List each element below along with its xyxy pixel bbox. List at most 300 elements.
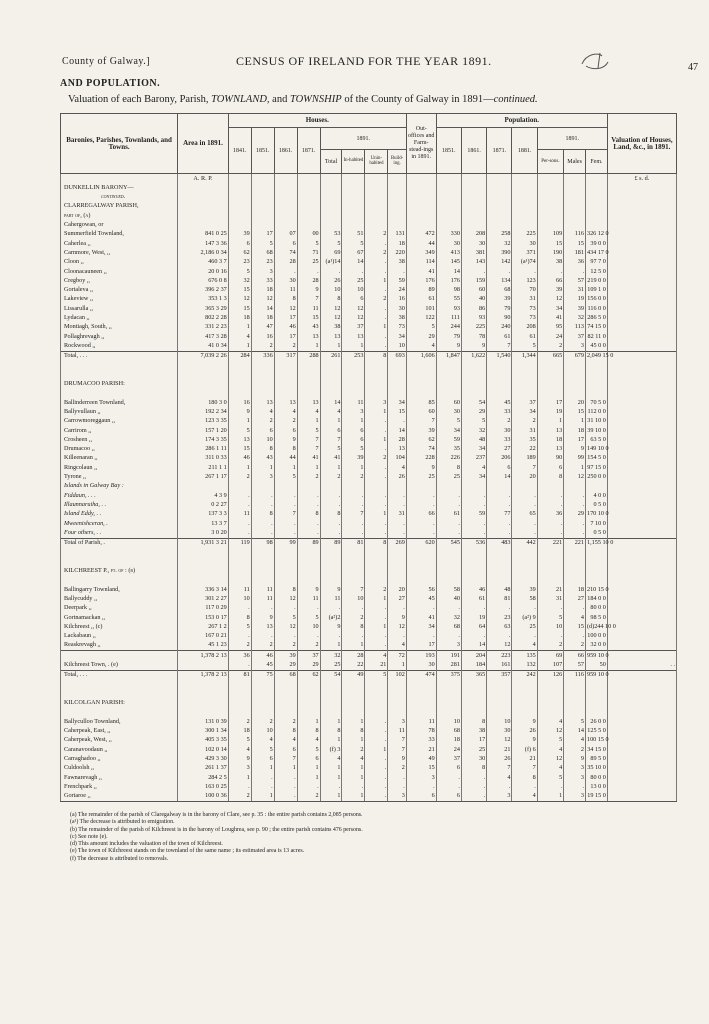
cell: 2 [564,745,586,754]
cell: . [406,500,436,509]
cell: 474 [406,670,436,680]
cell [178,380,229,389]
cell [388,370,406,379]
cell [564,557,586,566]
cell: . [365,754,388,763]
cell [228,482,251,491]
cell [537,689,563,698]
cell [388,708,406,717]
cell: 8 [512,773,537,782]
cell: 210 15 0 [586,585,609,593]
cell [320,202,342,211]
cell: 13 [342,332,365,341]
cell: 429 3 30 [178,754,229,763]
cell: 15 [297,313,320,322]
col-persons: Per-sons. [537,150,563,174]
cell: . [365,773,388,782]
cell [342,380,365,389]
cell: 6 [251,754,274,763]
cell: 12 [537,727,563,736]
cell [320,220,342,229]
cell [297,557,320,566]
cell [406,680,436,689]
cell: 12 [487,641,512,651]
cell [274,193,297,202]
cell: . [388,519,406,528]
cell: 41 [297,454,320,463]
cell: 38 [320,323,342,332]
cell: 3 [365,398,388,407]
cell: 189 [512,454,537,463]
cell: 1,540 [487,351,512,361]
cell: 208 [512,323,537,332]
cell: 267 1 17 [178,473,229,482]
cell [607,267,676,276]
cell [320,174,342,184]
cell [564,380,586,389]
cell [461,482,486,491]
cell [564,482,586,491]
cell [342,482,365,491]
cell [487,708,512,717]
cell: 25 [320,660,342,670]
cell [585,557,607,566]
cell [564,183,586,192]
cell [342,202,365,211]
cell: . [320,604,342,613]
cell: 9 [512,717,537,726]
cell: 07 [274,230,297,239]
cell: . [512,632,537,641]
cell: 4 [537,717,563,726]
cell [607,295,676,304]
table-row [61,426,677,435]
cell: . [537,267,563,276]
cell [607,361,676,370]
cell [461,174,486,184]
cell [365,202,388,211]
cell: (f) 3 [320,745,342,754]
cell: 1 [274,463,297,472]
table-row [61,398,677,407]
cell: 5 [537,613,563,622]
cell: . [228,660,251,670]
cell: 59 [436,435,461,444]
cell: 1 [274,764,297,773]
cell: 5 [564,717,586,726]
cell [487,370,512,379]
cell: 157 1 20 [178,426,229,435]
cell [436,361,461,370]
cell: 13 3 7 [178,519,229,528]
col-h1871: 1871. [297,128,320,174]
cell [487,566,512,575]
cell: 31 [512,426,537,435]
cell: 204 [461,651,486,661]
cell [178,548,229,557]
cell: . [487,782,512,791]
cell: 25 [297,258,320,267]
cell: 66 [564,651,586,661]
cell: 14 [342,258,365,267]
cell: 2 [537,341,563,351]
cell: 53 [320,230,342,239]
cell: 184 [461,660,486,670]
cell: . [274,632,297,641]
cell [607,445,676,454]
cell: 9 [297,585,320,594]
cell: . [228,632,251,641]
cell: . [342,491,365,500]
cell: 959 10 0 [586,671,609,679]
cell [388,557,406,566]
cell: 23 [251,258,274,267]
cell: 4 [342,754,365,763]
cell [251,557,274,566]
cell: . [365,341,388,351]
cell [274,482,297,491]
cell [564,689,586,698]
cell [365,361,388,370]
cell [251,220,274,229]
units-row [61,174,677,184]
cell [274,183,297,192]
cell: . [228,519,251,528]
cell: 63 [487,622,512,631]
cell: . . [607,660,676,670]
cell: 5 [342,445,365,454]
cell: 9 [274,435,297,444]
cell [274,680,297,689]
cell: 89 5 0 [585,754,607,763]
cell [406,380,436,389]
cell [512,708,537,717]
cell: 11 [297,594,320,603]
cell: . [320,632,342,641]
cell: 8 [320,295,342,304]
cell: 100 0 0 [587,632,606,640]
cell: . [537,500,563,509]
section-row [61,566,677,575]
footnote: (e) The town of Kilchreest stands on the townland of the same name ; its estimated area is 13 acres. [70,848,305,855]
cell: 30 [487,426,512,435]
cell [436,174,461,184]
cell: . [388,632,406,641]
cell: 6 [251,426,274,435]
cell: 15 [228,304,251,313]
cell: . [228,491,251,500]
cell [537,220,563,229]
cell: 8 [228,613,251,622]
cell: 208 [461,230,486,239]
cell: 9 [406,463,436,472]
cell [512,174,537,184]
cell: 17 [461,736,486,745]
cell: 261 [320,351,342,361]
cell [251,380,274,389]
footnote: (b) The remainder of the parish of Kilchreest is in the barony of Loughrea, see p. 90 ; the entire parish contains 476 persons. [70,826,363,833]
cell [178,576,229,585]
cell: 4 [388,641,406,651]
cell [274,576,297,585]
cell: 5 [297,745,320,754]
section-row [61,193,677,202]
cell [178,680,229,689]
cell: 17 [537,398,563,407]
cell: 27 [388,594,406,603]
cell: 132 [512,660,537,670]
cell [342,370,365,379]
cell: 122 [406,313,436,322]
cell: 4 [461,463,486,472]
cell: 49 [342,670,365,680]
cell [512,183,537,192]
cell [512,576,537,585]
cell: 3 [564,764,586,773]
row-name: Lissarulla ,, [61,304,178,313]
cell: 24 [436,745,461,754]
cell: 284 2 5 [178,773,229,782]
table-row [61,745,677,754]
cell: 2 [274,641,297,651]
cell [607,717,676,726]
cell: 68 [487,286,512,295]
cell: 8 [274,727,297,736]
cell: 37 [297,651,320,661]
cell: 8 [365,538,388,548]
footnote: (f) The decrease is attributed to removals. [70,855,169,862]
cell [607,323,676,332]
cell: 113 [564,323,586,332]
cell: 21 [512,754,537,763]
cell [461,380,486,389]
cell [297,548,320,557]
cell: 7 [512,463,537,472]
cell: 62 [228,248,251,257]
cell [512,548,537,557]
cell: 8 [320,727,342,736]
cell: 39 [228,230,251,239]
cell [388,389,406,398]
cell: . [342,782,365,791]
cell: 22 [512,445,537,454]
cell: . [297,528,320,538]
cell: . [564,519,586,528]
cell: 11 [228,585,251,594]
cell: 10 [388,341,406,351]
cell: 1 [365,622,388,631]
total-row [61,538,677,548]
cell: 221 [537,538,563,548]
cell: 11 [274,286,297,295]
cell: 7 [388,736,406,745]
cell [585,680,607,689]
cell: 3 [487,792,512,802]
cell: . [251,500,274,509]
cell: . [436,491,461,500]
cell: . [320,500,342,509]
cell: 29 [274,660,297,670]
cell: . [365,641,388,651]
cell: 4 [228,332,251,341]
cell: 13 [251,622,274,631]
cell [585,689,607,698]
cell: 357 [487,670,512,680]
cell [251,566,274,575]
cell: 4 [365,651,388,661]
cell: 19 [537,407,563,416]
cell [228,708,251,717]
cell: 1 [297,417,320,426]
cell: 6 [297,754,320,763]
table-row [61,773,677,782]
cell: . [251,519,274,528]
cell: 12 [228,295,251,304]
row-name: Cahergowan, or [61,220,178,229]
cell [365,699,388,708]
cell: 9 [564,445,586,454]
cell [342,174,365,184]
cell [607,557,676,566]
cell: 9 [436,341,461,351]
cell: (d)244 10 0 [586,622,616,630]
row-name: Kilchreest ,, (c) [61,622,178,631]
cell [388,380,406,389]
cell [512,689,537,698]
cell: 35 10 0 [587,764,606,772]
cell: 34 [388,332,406,341]
cell: . [537,782,563,791]
cell: 97 15 0 [587,463,606,471]
cell: 12 [274,622,297,631]
cell [251,211,274,220]
row-name: Carrowmoreggaun ,, [61,417,178,426]
cell [178,708,229,717]
cell [461,202,486,211]
table-row [61,500,677,509]
cell: 6 [406,792,436,802]
cell: . [512,604,537,613]
cell: . [365,239,388,248]
cell: 41 [406,267,436,276]
cell: 39 [564,304,586,313]
cell: 6 [342,295,365,304]
cell: 281 [436,660,461,670]
cell [564,576,586,585]
cell: 10 [251,727,274,736]
cell: 4 [320,754,342,763]
cell: 69 [537,651,563,661]
cell: 45 [251,660,274,670]
cell: 1 [342,792,365,802]
cell: 841 0 25 [178,230,229,239]
cell [461,211,486,220]
cell: . [461,792,486,802]
cell [585,548,607,557]
row-name: Summerfield Townland, [61,230,178,239]
cell: 9 [297,286,320,295]
cell [251,548,274,557]
cell: 89 [406,286,436,295]
cell: . [342,528,365,538]
cell: 11 [297,304,320,313]
cell [607,482,676,491]
table-row [61,463,677,472]
cell: . [564,604,586,613]
cell [406,557,436,566]
cell: 102 0 14 [178,745,229,754]
cell: 6 [436,764,461,773]
cell: 442 [512,538,537,548]
cell: 4 [487,773,512,782]
cell: 190 [537,248,563,257]
cell [564,211,586,220]
cell: 1 [297,463,320,472]
cell: 269 [388,538,406,548]
cell: 34 [388,398,406,407]
cell: 45 [487,398,512,407]
cell [365,680,388,689]
cell: 14 [388,426,406,435]
cell [461,557,486,566]
cell: 2 [342,613,365,622]
cell: 31 [512,295,537,304]
col-p1891: 1891. [537,128,607,150]
cell: 30 [274,276,297,285]
cell: 1,931 3 21 [178,538,229,548]
table-row [61,435,677,444]
cell: 7 [297,295,320,304]
cell [607,782,676,791]
cell: 417 3 28 [178,332,229,341]
cell: 90 [487,313,512,322]
row-name: Gortnamackan ,, [61,613,178,622]
cell: 59 [388,276,406,285]
cell: 8 [365,351,388,361]
cell: 18 [436,736,461,745]
cell: 9 [512,736,537,745]
cell [461,193,486,202]
cell [342,220,365,229]
cell: 12 [274,304,297,313]
cell: 3 [388,717,406,726]
row-name: DUNKELLIN BARONY— [61,183,178,192]
cell [274,174,297,184]
cell [461,689,486,698]
cell [585,380,607,389]
cell: 184 0 0 [587,594,606,602]
cell [537,708,563,717]
cell: 63 5 0 [585,435,607,444]
cell: 147 3 36 [178,239,229,248]
handwritten-mark-icon [578,50,612,72]
cell: 7 [274,754,297,763]
cell: 620 [406,538,436,548]
cell: 1 [228,773,251,782]
cell: 74 [274,248,297,257]
cell [564,220,586,229]
cell: 12 [251,295,274,304]
cell: 50 [585,660,607,670]
cell: 802 2 28 [178,313,229,322]
cell: 80 0 0 [585,773,607,782]
cell: 39 [274,651,297,661]
cell: . [251,782,274,791]
cell: 60 [461,286,486,295]
cell: 19 [461,613,486,622]
cell: . [461,500,486,509]
cell: 25 [406,473,436,482]
